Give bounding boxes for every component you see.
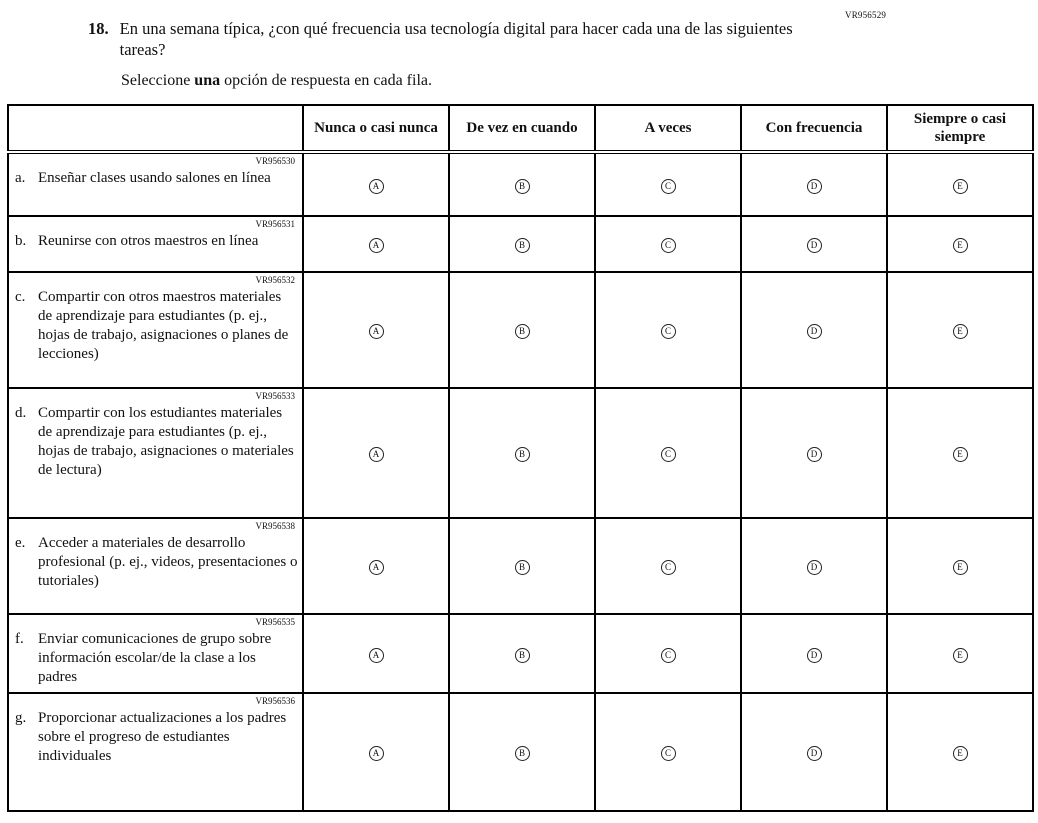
answer-bubble-a[interactable]: A <box>369 560 384 575</box>
row-letter: d. <box>15 405 27 421</box>
table-row <box>8 216 1033 272</box>
row-stem-f <box>8 614 303 693</box>
answer-bubble-c[interactable]: C <box>661 179 676 194</box>
row-text: Enseñar clases usando salones en línea <box>38 170 271 186</box>
answer-bubble-c[interactable]: C <box>661 560 676 575</box>
answer-bubble-d[interactable]: D <box>807 560 822 575</box>
response-matrix-table <box>7 104 1034 812</box>
question-text: En una semana típica, ¿con qué frecuencia usa tecnología digital para hacer cada una de las siguientes tareas? <box>119 19 793 59</box>
row-text: Acceder a materiales de desarrollo profesional (p. ej., videos, presentaciones o tutoriales) <box>38 535 298 589</box>
row-stem-e <box>8 518 303 614</box>
table-row <box>8 518 1033 614</box>
answer-bubble-d[interactable]: D <box>807 648 822 663</box>
row-code: VR956530 <box>255 156 295 166</box>
answer-bubble-a[interactable]: A <box>369 324 384 339</box>
answer-bubble-e[interactable]: E <box>953 238 968 253</box>
instruction-emphasis: una <box>194 72 221 89</box>
table-row <box>8 693 1033 811</box>
answer-bubble-d[interactable]: D <box>807 179 822 194</box>
row-stem-d <box>8 388 303 518</box>
row-code: VR956532 <box>255 275 295 285</box>
answer-bubble-d[interactable]: D <box>807 746 822 761</box>
answer-bubble-b[interactable]: B <box>515 179 530 194</box>
answer-bubble-d[interactable]: D <box>807 324 822 339</box>
row-text: Enviar comunicaciones de grupo sobre información escolar/de la clase a los padres <box>38 631 272 685</box>
answer-bubble-e[interactable]: E <box>953 746 968 761</box>
answer-bubble-a[interactable]: A <box>369 648 384 663</box>
row-letter: b. <box>15 233 27 249</box>
row-letter: e. <box>15 535 26 551</box>
answer-bubble-b[interactable]: B <box>515 324 530 339</box>
row-letter: c. <box>15 289 26 305</box>
answer-bubble-e[interactable]: E <box>953 560 968 575</box>
answer-bubble-a[interactable]: A <box>369 179 384 194</box>
row-letter: a. <box>15 170 26 186</box>
row-code: VR956535 <box>255 617 295 627</box>
form-code: VR956529 <box>845 10 887 20</box>
answer-bubble-e[interactable]: E <box>953 324 968 339</box>
table-row <box>8 388 1033 518</box>
column-header-confrecuencia: Con frecuencia <box>741 105 887 152</box>
column-header-siempre: Siempre o casi siempre <box>887 105 1033 152</box>
instruction-prefix: Seleccione <box>121 72 195 89</box>
answer-bubble-d[interactable]: D <box>807 447 822 462</box>
answer-bubble-b[interactable]: B <box>515 447 530 462</box>
row-text: Reunirse con otros maestros en línea <box>38 233 259 249</box>
question-number: 18. <box>88 19 109 38</box>
answer-bubble-b[interactable]: B <box>515 648 530 663</box>
answer-bubble-c[interactable]: C <box>661 324 676 339</box>
answer-bubble-c[interactable]: C <box>661 648 676 663</box>
answer-bubble-c[interactable]: C <box>661 447 676 462</box>
table-row <box>8 272 1033 388</box>
answer-bubble-d[interactable]: D <box>807 238 822 253</box>
answer-bubble-a[interactable]: A <box>369 447 384 462</box>
table-row <box>8 614 1033 693</box>
answer-bubble-e[interactable]: E <box>953 648 968 663</box>
answer-bubble-b[interactable]: B <box>515 238 530 253</box>
instruction-suffix: opción de respuesta en cada fila. <box>220 72 432 89</box>
row-text: Compartir con los estudiantes materiales de aprendizaje para estudiantes (p. ej., hojas de trabajo, asignaciones o materiales de lectura) <box>38 405 294 478</box>
row-code: VR956533 <box>255 391 295 401</box>
corner-cell <box>8 105 303 152</box>
answer-bubble-e[interactable]: E <box>953 447 968 462</box>
column-header-nunca: Nunca o casi nunca <box>303 105 449 152</box>
row-stem-g <box>8 693 303 811</box>
row-text: Compartir con otros maestros materiales de aprendizaje para estudiantes (p. ej., hojas de trabajo, asignaciones o planes de lecciones) <box>38 289 289 362</box>
row-letter: g. <box>15 710 27 726</box>
answer-bubble-a[interactable]: A <box>369 238 384 253</box>
column-header-devezencuando: De vez en cuando <box>449 105 595 152</box>
row-stem-c <box>8 272 303 388</box>
answer-bubble-b[interactable]: B <box>515 560 530 575</box>
row-code: VR956531 <box>255 219 295 229</box>
column-header-aveces: A veces <box>595 105 741 152</box>
row-stem-a <box>8 152 303 216</box>
response-instruction <box>121 71 1038 91</box>
row-letter: f. <box>15 631 24 647</box>
answer-bubble-c[interactable]: C <box>661 746 676 761</box>
row-text: Proporcionar actualizaciones a los padres sobre el progreso de estudiantes individuales <box>38 710 287 764</box>
row-stem-b <box>8 216 303 272</box>
answer-bubble-e[interactable]: E <box>953 179 968 194</box>
answer-bubble-b[interactable]: B <box>515 746 530 761</box>
row-code: VR956538 <box>255 521 295 531</box>
row-code: VR956536 <box>255 696 295 706</box>
answer-bubble-c[interactable]: C <box>661 238 676 253</box>
answer-bubble-a[interactable]: A <box>369 746 384 761</box>
table-row <box>8 152 1033 216</box>
